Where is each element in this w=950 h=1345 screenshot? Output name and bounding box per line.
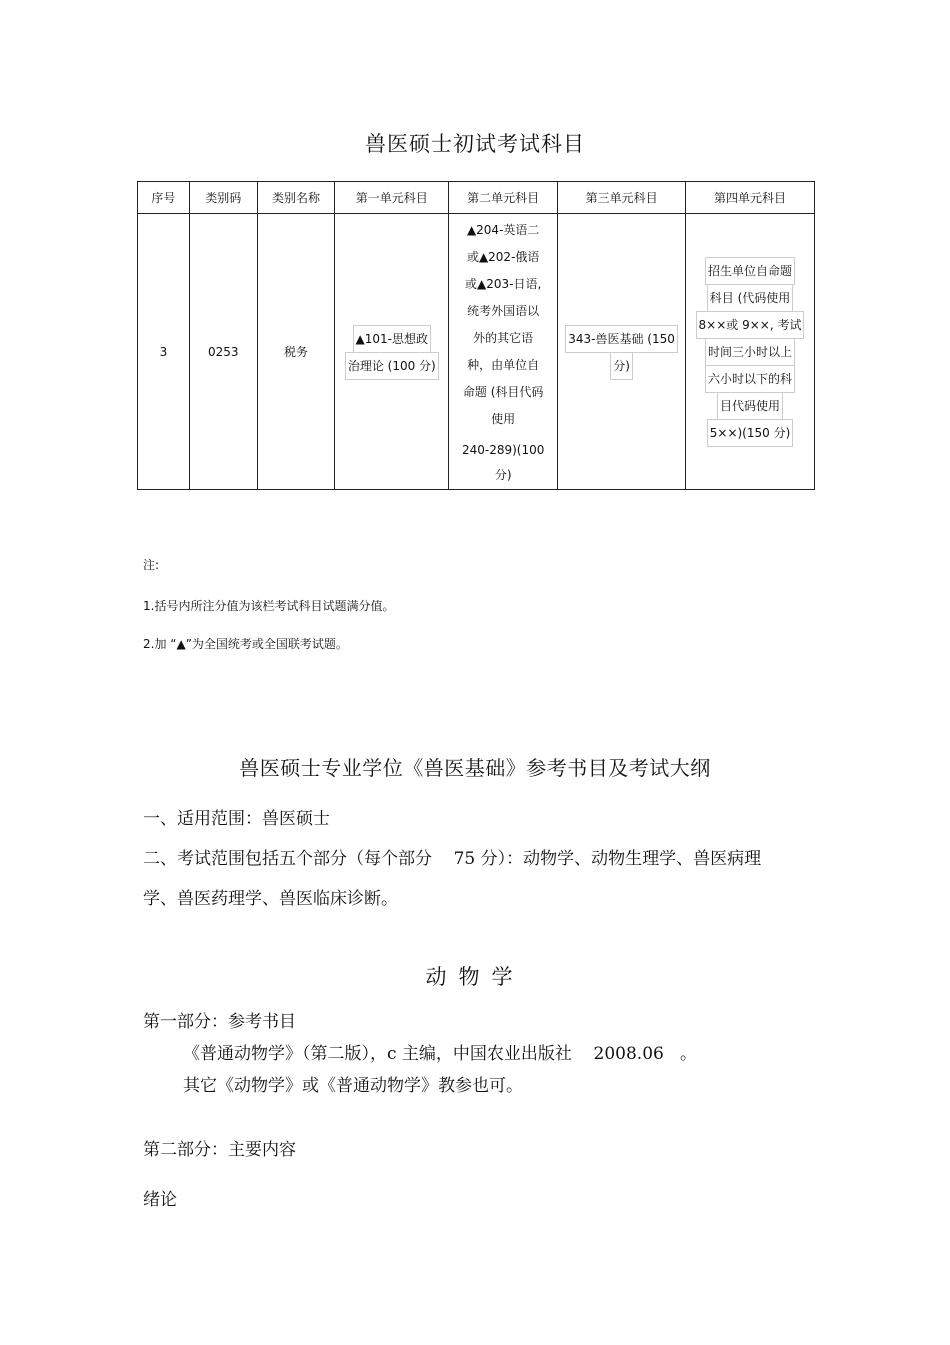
- cell-seq: 3: [138, 214, 190, 490]
- exam-subjects-title: 兽医硕士初试考试科目: [365, 132, 585, 156]
- reference-other: 其它《动物学》或《普通动物学》教参也可。: [183, 1076, 523, 1096]
- unit2-line: 统考外国语以: [467, 304, 540, 318]
- unit2-line: 分): [494, 468, 512, 482]
- header-unit3: 第三单元科目: [558, 182, 686, 214]
- header-unit2: 第二单元科目: [449, 182, 558, 214]
- unit1-line: 治理论 (100 分): [345, 352, 439, 380]
- unit2-line: 或▲203-日语,: [465, 277, 542, 291]
- reference-book: 《普通动物学》（第二版），c 主编，中国农业出版社 2008.06 。: [183, 1044, 698, 1064]
- unit4-line: 8××或 9××, 考试: [696, 311, 805, 339]
- notes-label: 注:: [143, 558, 160, 572]
- cell-unit2: [449, 214, 558, 490]
- cell-unit1: [335, 214, 449, 490]
- header-name: 类别名称: [257, 182, 335, 214]
- exam-subjects-table: [137, 181, 815, 490]
- unit1-line: ▲101-思想政: [353, 325, 431, 353]
- scope-line: 一、适用范围：兽医硕士: [143, 809, 330, 829]
- cell-code: 0253: [189, 214, 257, 490]
- table-header-row: [138, 182, 815, 214]
- unit3-line: 343-兽医基础 (150: [565, 325, 678, 353]
- header-unit4: 第四单元科目: [686, 182, 815, 214]
- zoology-heading: 动物学: [425, 965, 525, 989]
- note-item: 1.括号内所注分值为该栏考试科目试题满分值。: [143, 599, 395, 613]
- unit2-line: 命题 (科目代码: [462, 385, 544, 399]
- unit3-line: 分): [610, 352, 633, 380]
- unit4-line: 招生单位自命题: [705, 257, 795, 285]
- note-item: 2.加 “▲”为全国统考或全国联考试题。: [143, 637, 348, 651]
- unit2-line: 种，由单位自: [467, 358, 540, 372]
- unit2-line: 外的其它语: [473, 331, 534, 345]
- part2-heading: 第二部分：主要内容: [143, 1140, 296, 1160]
- unit2-line: 使用: [491, 412, 516, 426]
- unit2-line: ▲204-英语二: [466, 223, 540, 237]
- unit4-line: 5××)(150 分): [707, 419, 794, 447]
- header-unit1: 第一单元科目: [335, 182, 449, 214]
- cell-unit4: [686, 214, 815, 490]
- unit4-line: 时间三小时以上: [705, 338, 795, 366]
- part1-heading: 第一部分：参考书目: [143, 1012, 296, 1032]
- cell-name: 税务: [257, 214, 335, 490]
- cell-unit3: [558, 214, 686, 490]
- syllabus-title: 兽医硕士专业学位《兽医基础》参考书目及考试大纲: [239, 756, 711, 780]
- unit4-line: 科目 (代码使用: [707, 284, 794, 312]
- unit2-line: 240-289)(100: [461, 443, 545, 457]
- section-heading: 绪论: [143, 1190, 177, 1210]
- range-line-continued: 学、兽医药理学、兽医临床诊断。: [143, 889, 398, 909]
- unit4-line: 目代码使用: [717, 392, 783, 420]
- table-row: [138, 214, 815, 490]
- unit2-line: 或▲202-俄语: [466, 250, 540, 264]
- range-line: 二、考试范围包括五个部分（每个部分 75 分）：动物学、动物生理学、兽医病理: [143, 849, 762, 869]
- header-seq: 序号: [138, 182, 190, 214]
- header-code: 类别码: [189, 182, 257, 214]
- unit4-line: 六小时以下的科: [705, 365, 795, 393]
